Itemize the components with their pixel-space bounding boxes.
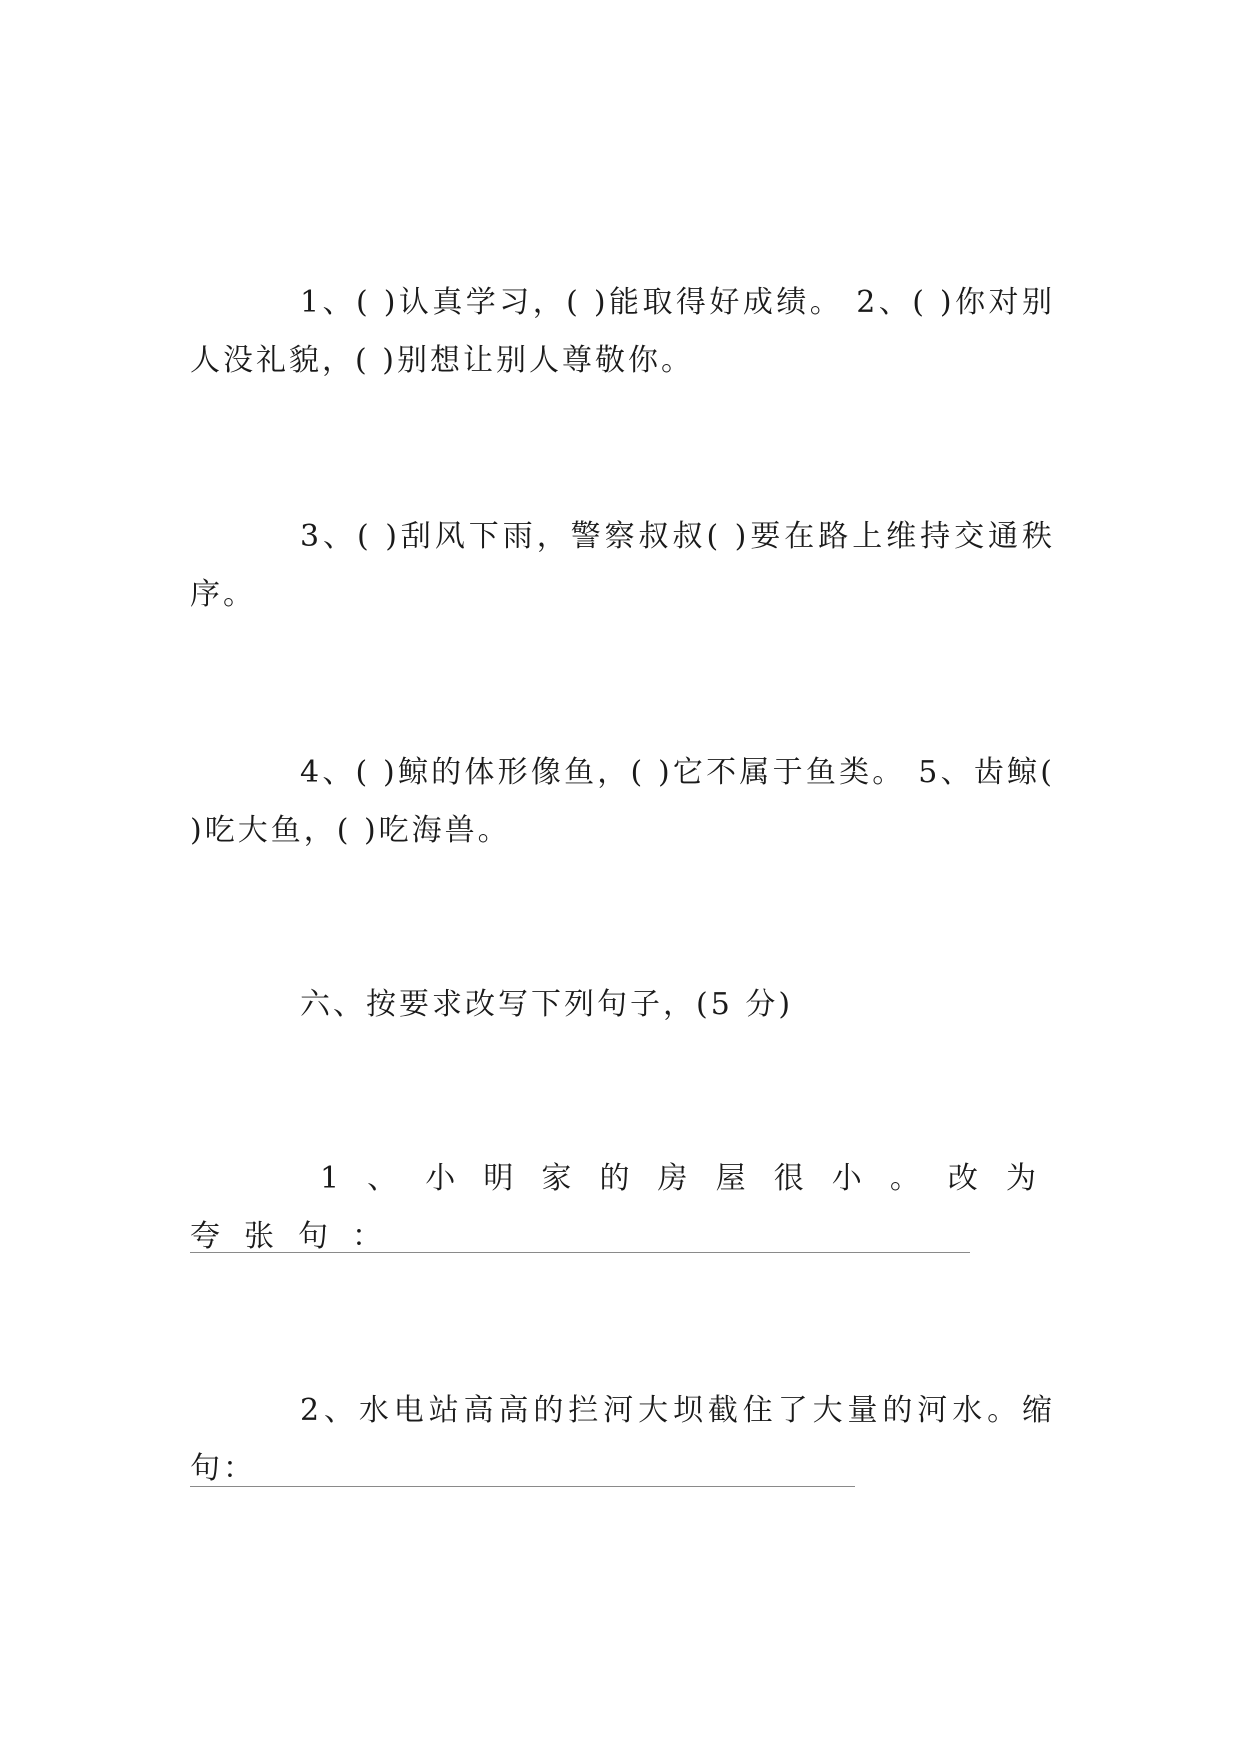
question-1-2-paragraph: 1、( )认真学习，( )能取得好成绩。 2、( )你对别人没礼貌，( )别想让别人尊敬你。 (190, 285, 1055, 378)
answer-line-2 (190, 1486, 855, 1487)
section-6-heading: 六、按要求改写下列句子，(5 分) (300, 987, 794, 1022)
question-4-5-paragraph: 4、( )鲸的体形像鱼，( )它不属于鱼类。 5、齿鲸( )吃大鱼，( )吃海兽。 (190, 755, 1055, 848)
section-6-item-1: 1、小明家的房屋很小。改为夸张句： (190, 1161, 1060, 1254)
section-6-item-2: 2、水电站高高的拦河大坝截住了大量的河水。缩句： (190, 1393, 1055, 1486)
question-3-paragraph: 3、( )刮风下雨，警察叔叔( )要在路上维持交通秩序。 (190, 519, 1055, 612)
answer-line-1 (190, 1252, 970, 1253)
